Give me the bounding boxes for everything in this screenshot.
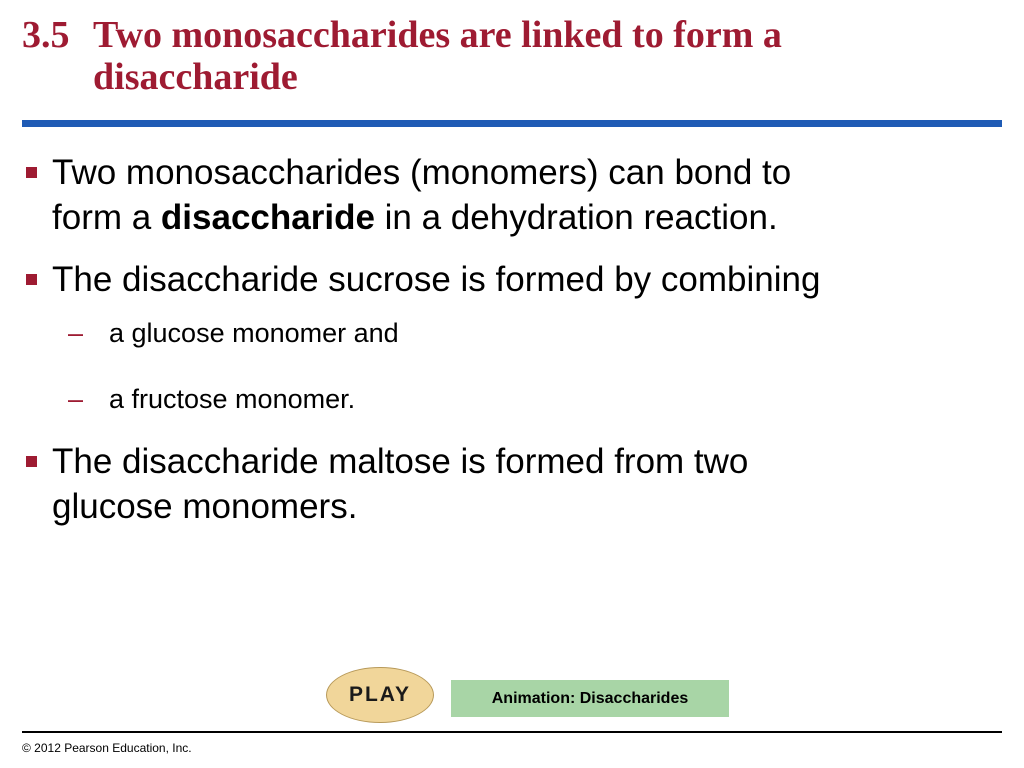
dash-bullet-icon: –: [68, 318, 84, 348]
bold-term-disaccharide: disaccharide: [160, 198, 375, 237]
copyright-notice: © 2012 Pearson Education, Inc.: [22, 741, 192, 755]
footer-divider: [22, 731, 1002, 733]
sub-bullet-2-text: a fructose monomer.: [109, 384, 356, 414]
bullet-item-2: [22, 257, 982, 302]
bullet-item-3: [22, 439, 982, 529]
square-bullet-icon: [26, 456, 37, 467]
bullet-3-line-1: The disaccharide maltose is formed from two: [52, 442, 749, 481]
title-divider: [22, 120, 1002, 127]
square-bullet-icon: [26, 167, 37, 178]
animation-link[interactable]: Animation: Disaccharides: [451, 680, 729, 717]
bullet-1-text-post: in a dehydration reaction.: [374, 198, 778, 237]
bullet-1-text-pre: form a: [52, 198, 161, 237]
bullet-1-line-2: [52, 195, 982, 240]
bullet-3-line-2: glucose monomers.: [52, 487, 358, 526]
bullet-1-line-1: Two monosaccharides (monomers) can bond to: [52, 153, 792, 192]
title-line-2: disaccharide: [93, 56, 298, 98]
sub-bullet-1: [22, 315, 982, 351]
bullet-2-text: The disaccharide sucrose is formed by combining: [52, 260, 821, 299]
section-number: 3.5: [22, 14, 70, 56]
bullet-item-1: [22, 150, 982, 240]
play-button[interactable]: PLAY: [326, 667, 434, 723]
bullet-list: [22, 150, 982, 529]
slide-title: [22, 14, 1002, 98]
dash-bullet-icon: –: [68, 384, 84, 414]
title-line-1: Two monosaccharides are linked to form a: [93, 14, 782, 56]
sub-bullet-2: [22, 381, 982, 417]
sub-bullet-1-text: a glucose monomer and: [109, 318, 399, 348]
square-bullet-icon: [26, 274, 37, 285]
